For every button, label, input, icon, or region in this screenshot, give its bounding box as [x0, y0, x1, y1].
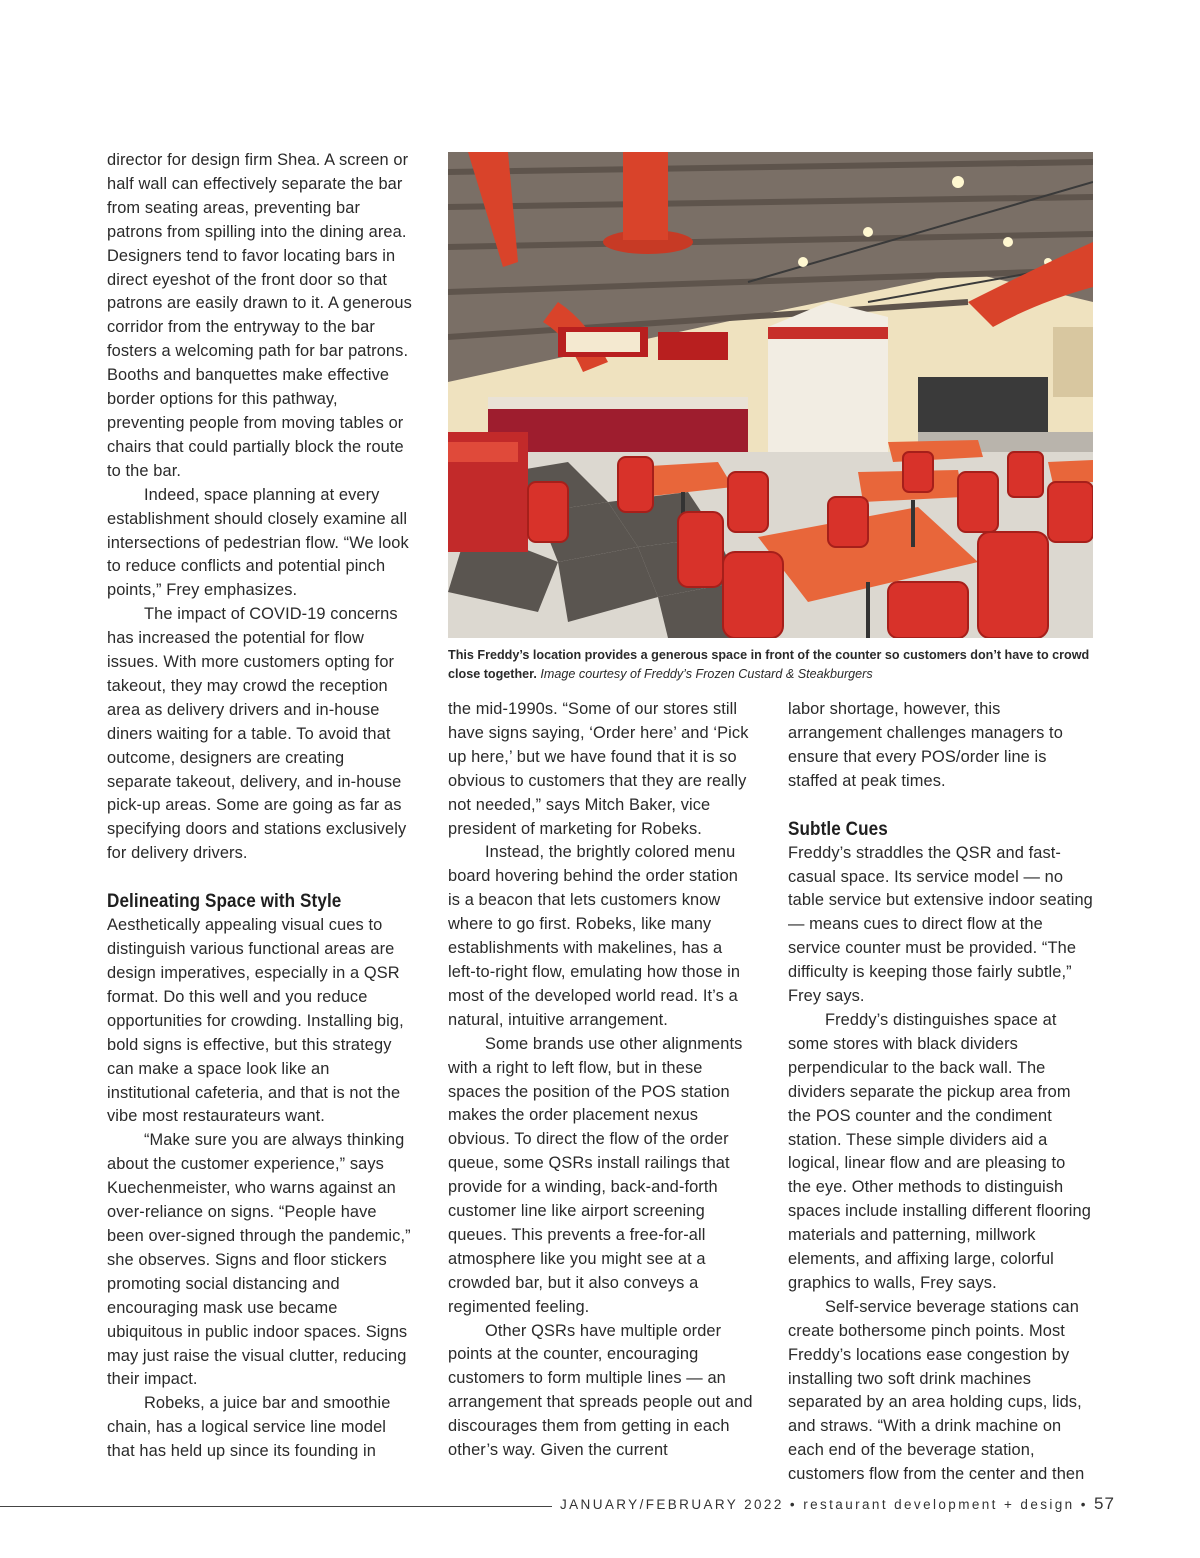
- article-column-1: [107, 149, 412, 1464]
- photo-booth: [448, 442, 518, 462]
- body-paragraph: Other QSRs have multiple order points at the counter, encouraging customers to form multiple lines — an arrangement that spreads people out and discourages them from getting in each other’s way. Given the current: [448, 1321, 753, 1460]
- body-paragraph: Aesthetically appealing visual cues to distinguish various functional areas are design imperatives, especially in a QSR format. Do this well and you reduce opportunities for crowding. Installing big, bold signs is effective, but this strategy can make a space look like an institutional cafeteria, and that is not the vibe most restaurateurs want.: [107, 916, 404, 1126]
- photo-counter: [488, 397, 748, 409]
- section-heading: Delineating Space with Style: [107, 891, 342, 913]
- body-paragraph: director for design firm Shea. A screen or half wall can effectively separate the bar from seating areas, preventing bar patrons from spilling into the dining area. Designers tend to favor locating bars in direct eyeshot of the front door so that patrons are easily drawn to it. A generous corridor from the entryway to the bar fosters a welcoming path for bar patrons. Booths and banquettes make effective border options for this pathway, preventing people from moving tables or chairs that could partially block the route to the bar.: [107, 151, 412, 480]
- body-paragraph: “Make sure you are always thinking about the customer experience,” says Kuechenmeister, who warns against an over-reliance on signs. “People have been over-signed through the pandemic,” she observes. Signs and floor stickers promoting social distancing and encouraging mask use became ubiquitous in public indoor spaces. Signs may just raise the visual clutter, reducing their impact.: [107, 1131, 411, 1389]
- footer-rule: [0, 1506, 552, 1507]
- body-paragraph: the mid-1990s. “Some of our stores still have signs saying, ‘Order here’ and ‘Pick up here,’ but we have found that it is so obvious to customers that they are really not needed,” says Mitch Baker, vice president of marketing for Robeks.: [448, 700, 749, 838]
- photo-beverage-station: [918, 377, 1048, 432]
- article-column-3: [788, 698, 1093, 1487]
- restaurant-photo: [448, 152, 1093, 638]
- article-column-2: [448, 698, 753, 1463]
- page-number: 57: [1094, 1494, 1115, 1513]
- photo-poster: [1053, 327, 1093, 397]
- body-paragraph: Freddy’s straddles the QSR and fast-casual space. Its service model — no table service but extensive indoor seating — means cues to direct flow at the service counter must be provided. “The difficulty is keeping those fairly subtle,” Frey says.: [788, 843, 1093, 1006]
- body-paragraph: Freddy’s distinguishes space at some stores with black dividers perpendicular to the back wall. The dividers separate the pickup area from the POS counter and the condiment station. These simple dividers aid a logical, linear flow and are pleasing to the eye. Other methods to distinguish spaces include installing different flooring materials and patterning, millwork elements, and affixing large, colorful graphics to walls, Frey says.: [788, 1010, 1091, 1292]
- footer-issue: JANUARY/FEBRUARY 2022: [560, 1497, 784, 1512]
- photo-caption: [448, 646, 1098, 684]
- page-footer: [560, 1494, 1115, 1514]
- footer-bullet: •: [1080, 1497, 1088, 1512]
- body-paragraph: Some brands use other alignments with a right to left flow, but in these spaces the position of the POS station makes the order placement nexus obvious. To direct the flow of the order queue, some QSRs install railings that provide for a winding, back-and-forth customer line like airport screening queues. This prevents a free-for-all atmosphere like you might see at a crowded bar, but it also conveys a regimented feeling.: [448, 1034, 743, 1316]
- body-paragraph: Instead, the brightly colored menu board hovering behind the order station is a beacon that lets customers know where to go first. Robeks, like many establishments with makelines, has a left-to-right flow, emulating how those in most of the developed world read. It’s a natural, intuitive arrangement.: [448, 843, 741, 1029]
- photo-kitchen-wall: [768, 302, 888, 452]
- section-heading: Subtle Cues: [788, 818, 888, 840]
- body-paragraph: Self-service beverage stations can create bothersome pinch points. Most Freddy’s locations ease congestion by installing two soft drink machines separated by an area holding cups, lids, and straws. “With a drink machine on each end of the beverage station, customers flow from the center and then: [788, 1297, 1085, 1484]
- photo-menu-board: [566, 332, 640, 352]
- restaurant-photo-illustration: [448, 152, 1093, 638]
- footer-bullet: •: [789, 1497, 798, 1512]
- body-paragraph: labor shortage, however, this arrangement challenges managers to ensure that every POS/order line is staffed at peak times.: [788, 700, 1063, 790]
- body-paragraph: Robeks, a juice bar and smoothie chain, has a logical service line model that has held up since its founding in: [107, 1394, 391, 1461]
- caption-credit: Image courtesy of Freddy’s Frozen Custard & Steakburgers: [540, 667, 873, 681]
- photo-table: [1048, 460, 1093, 484]
- footer-magazine: restaurant development + design: [803, 1497, 1075, 1512]
- photo-menu-board: [658, 332, 728, 360]
- photo-kitchen-trim: [768, 327, 888, 339]
- body-paragraph: The impact of COVID-19 concerns has increased the potential for flow issues. With more customers opting for takeout, they may crowd the reception area as delivery drivers and in-house diners waiting for a table. To avoid that outcome, designers are creating separate takeout, delivery, and in-house pick-up areas. Some are going as far as specifying doors and stations exclusively for delivery drivers.: [107, 605, 407, 863]
- photo-duct: [623, 152, 668, 240]
- caption-bold: This Freddy’s location provides a generous space in front of the counter so customers don’t have to crowd close together.: [448, 648, 1090, 681]
- body-paragraph: Indeed, space planning at every establishment should closely examine all intersections of pedestrian flow. “We look to reduce conflicts and potential pinch points,” Frey emphasizes.: [107, 485, 409, 600]
